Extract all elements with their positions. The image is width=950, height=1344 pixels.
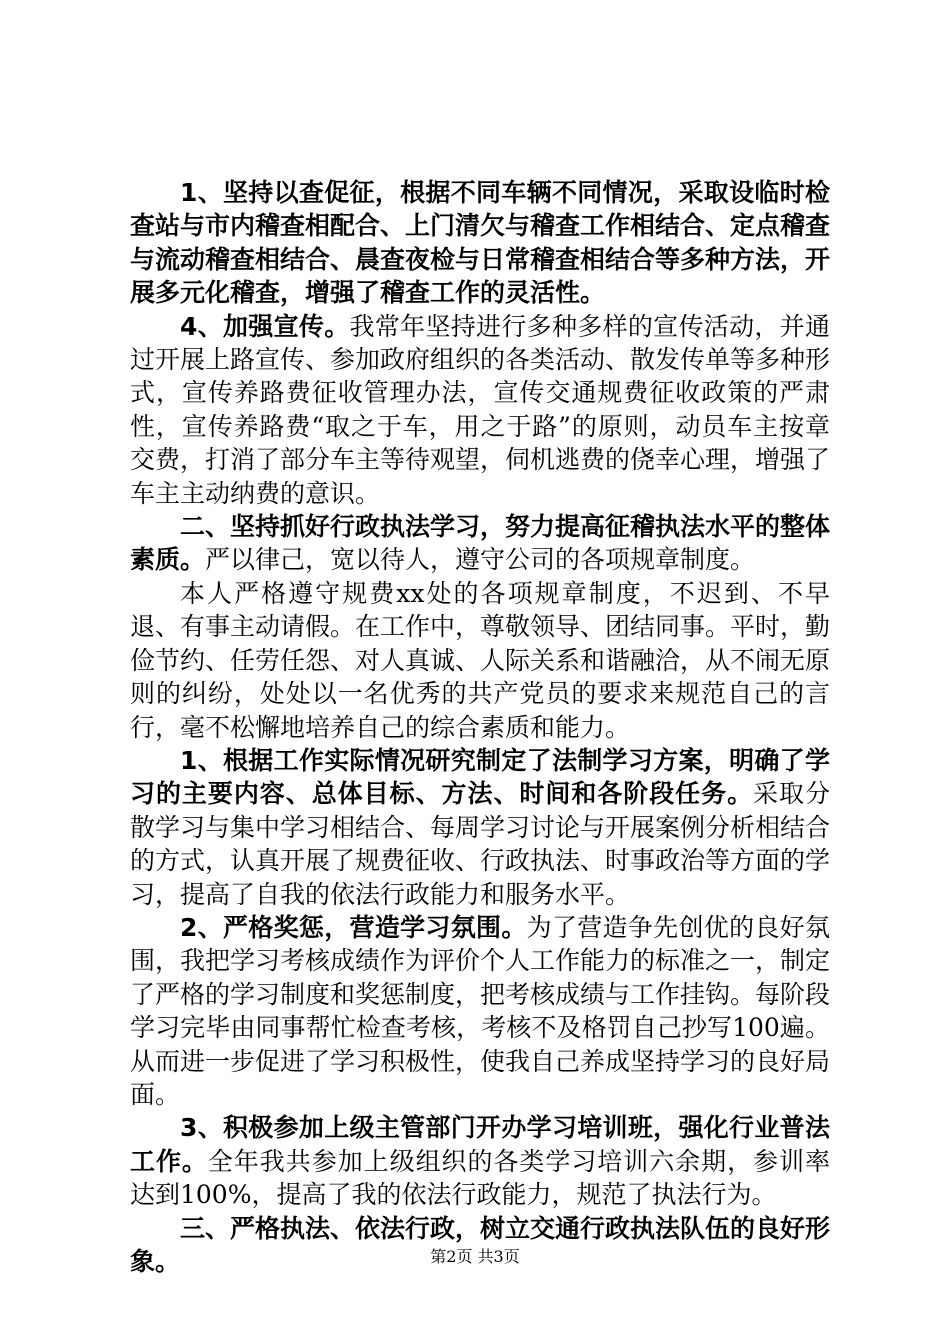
- paragraph-8-bold: 三、严格执法、依法行政，树立交通行政执法队伍的良好形象。: [130, 1213, 831, 1276]
- page-footer: 第2页 共3页: [430, 1247, 520, 1266]
- paragraph-1: [130, 176, 830, 310]
- paragraph-4: [130, 577, 830, 744]
- paragraph-3-bold: 二、坚持抓好行政执法学习，努力提高征稽执法水平的整体素质。: [130, 512, 831, 575]
- paragraph-2-bold: 4、加强宣传。: [180, 311, 350, 341]
- paragraph-5: [130, 744, 830, 911]
- document-body: [130, 176, 830, 1278]
- paragraph-7-bold: 3、积极参加上级主管部门开办学习培训班，强化行业普法工作。: [130, 1113, 830, 1176]
- paragraph-6: [130, 911, 830, 1111]
- paragraph-6-bold: 2、严格奖惩，营造学习氛围。: [180, 912, 527, 942]
- paragraph-3: [130, 510, 830, 577]
- paragraph-6-text: 为了营造争先创优的良好氛围，我把学习考核成绩作为评价个人工作能力的标准之一，制定了严格的学习制度和奖惩制度，把考核成绩与工作挂钩。每阶段学习完毕由同事帮忙检查考核，考核不及格罚自己抄写100遍。从而进一步促进了学习积极性，使我自己养成坚持学习的良好局面。: [130, 912, 831, 1109]
- paragraph-2-text: 我常年坚持进行多种多样的宣传活动，并通过开展上路宣传、参加政府组织的各类活动、散发传单等多种形式，宣传养路费征收管理办法，宣传交通规费征收政策的严肃性，宣传养路费“取之于车，用之于路”的原则，动员车主按章交费，打消了部分车主等待观望，伺机逃费的侥幸心理，增强了车主主动纳费的意识。: [130, 311, 831, 508]
- paragraph-5-bold: 1、根据工作实际情况研究制定了法制学习方案，明确了学习的主要内容、总体目标、方法、时间和各阶段任务。: [130, 745, 830, 809]
- paragraph-1-bold: 1、坚持以查促征，根据不同车辆不同情况，采取设临时检查站与市内稽查相配合、上门清欠与稽查工作相结合、定点稽查与流动稽查相结合、晨查夜检与日常稽查相结合等多种方法，开展多元化稽查，增强了稽查工作的灵活性。: [130, 178, 831, 308]
- paragraph-4-text: 本人严格遵守规费xx处的各项规章制度，不迟到、不早退、有事主动请假。在工作中，尊敬领导、团结同事。平时，勤俭节约、任劳任怨、对人真诚、人际关系和谐融洽，从不闹无原则的纠纷，处处以一名优秀的共产党员的要求来规范自己的言行，毫不松懈地培养自己的综合素质和能力。: [130, 578, 831, 742]
- paragraph-2: [130, 310, 830, 510]
- paragraph-5-text: 采取分散学习与集中学习相结合、每周学习讨论与开展案例分析相结合的方式，认真开展了规费征收、行政执法、时事政治等方面的学习，提高了自我的依法行政能力和服务水平。: [130, 779, 831, 909]
- paragraph-7-text: 全年我共参加上级组织的各类学习培训六余期，参训率达到100%，提高了我的依法行政能力，规范了执法行为。: [130, 1146, 830, 1210]
- paragraph-7: [130, 1111, 830, 1211]
- paragraph-3-text: 严以律己，宽以待人，遵守公司的各项规章制度。: [205, 545, 756, 575]
